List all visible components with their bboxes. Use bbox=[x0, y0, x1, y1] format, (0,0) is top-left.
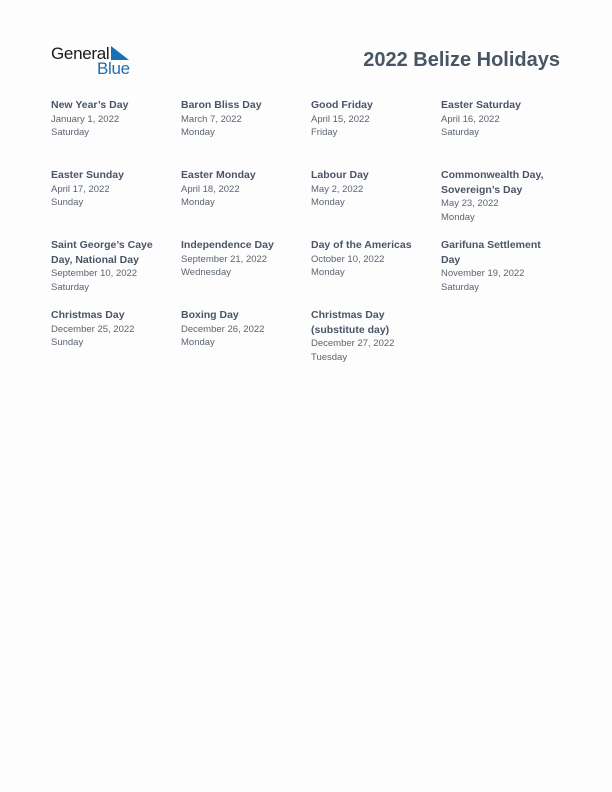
logo bbox=[51, 44, 141, 78]
holiday-name: Good Friday bbox=[311, 99, 373, 111]
holiday-date: September 10, 2022 bbox=[51, 268, 138, 279]
holiday-weekday: Monday bbox=[311, 197, 345, 208]
holiday-name: Christmas Day (substitute day) bbox=[311, 309, 390, 336]
holiday-entry bbox=[441, 168, 561, 224]
holiday-entry bbox=[51, 308, 171, 350]
holiday-name: Day of the Americas bbox=[311, 239, 412, 251]
holiday-weekday: Monday bbox=[311, 267, 345, 278]
holiday-weekday: Monday bbox=[181, 337, 215, 348]
holiday-date: May 23, 2022 bbox=[441, 198, 499, 209]
holiday-entry bbox=[311, 238, 431, 280]
holiday-name: New Year’s Day bbox=[51, 99, 129, 111]
holiday-weekday: Tuesday bbox=[311, 351, 348, 363]
holiday-date: December 25, 2022 bbox=[51, 323, 135, 335]
holiday-name: Saint George’s Caye Day, National Day bbox=[51, 239, 153, 266]
holiday-entry bbox=[181, 168, 301, 210]
holiday-name: Boxing Day bbox=[181, 309, 239, 321]
holiday-date: May 2, 2022 bbox=[311, 183, 364, 195]
holiday-entry bbox=[51, 98, 171, 140]
holiday-weekday: Saturday bbox=[441, 127, 480, 138]
holiday-entry bbox=[51, 238, 171, 294]
holiday-weekday: Saturday bbox=[441, 281, 480, 293]
holiday-weekday: Sunday bbox=[51, 197, 84, 208]
holiday-date: April 15, 2022 bbox=[311, 113, 370, 125]
holiday-entry bbox=[311, 168, 431, 210]
holiday-name: Easter Sunday bbox=[51, 169, 124, 181]
holiday-weekday: Sunday bbox=[51, 337, 84, 348]
holiday-entry bbox=[181, 98, 301, 140]
holiday-date: April 16, 2022 bbox=[441, 113, 500, 125]
holiday-date: January 1, 2022 bbox=[51, 113, 120, 125]
holiday-weekday: Monday bbox=[441, 211, 475, 223]
holiday-entry bbox=[441, 238, 561, 294]
holiday-name: Baron Bliss Day bbox=[181, 99, 262, 111]
holiday-date: April 17, 2022 bbox=[51, 183, 110, 195]
holiday-weekday: Monday bbox=[181, 197, 215, 208]
logo-triangle-icon bbox=[111, 46, 129, 60]
logo-word-general: General bbox=[51, 44, 110, 63]
holiday-name: Easter Saturday bbox=[441, 99, 521, 111]
holiday-entry bbox=[311, 308, 431, 364]
holiday-date: November 19, 2022 bbox=[441, 268, 525, 279]
holiday-weekday: Saturday bbox=[51, 281, 90, 293]
holiday-name: Independence Day bbox=[181, 239, 274, 251]
holiday-name: Garifuna Settlement Day bbox=[441, 239, 541, 266]
holiday-entry bbox=[181, 308, 301, 350]
holiday-entry bbox=[51, 168, 171, 210]
holiday-weekday: Monday bbox=[181, 127, 215, 138]
holiday-date: December 27, 2022 bbox=[311, 338, 395, 349]
holiday-entry bbox=[441, 98, 561, 140]
holiday-name: Labour Day bbox=[311, 169, 369, 181]
page-title: 2022 Belize Holidays bbox=[363, 49, 560, 71]
holiday-name: Easter Monday bbox=[181, 169, 256, 181]
holiday-date: September 21, 2022 bbox=[181, 253, 268, 265]
logo-word-blue: Blue bbox=[97, 59, 130, 78]
holiday-date: December 26, 2022 bbox=[181, 323, 265, 335]
holiday-weekday: Saturday bbox=[51, 127, 90, 138]
holiday-date: October 10, 2022 bbox=[311, 253, 385, 265]
holiday-weekday: Wednesday bbox=[181, 267, 231, 278]
holiday-weekday: Friday bbox=[311, 127, 338, 138]
holiday-date: March 7, 2022 bbox=[181, 113, 242, 125]
holiday-entry bbox=[311, 98, 431, 140]
holiday-date: April 18, 2022 bbox=[181, 183, 240, 195]
holiday-name: Christmas Day bbox=[51, 309, 125, 321]
holiday-name: Commonwealth Day, Sovereign’s Day bbox=[441, 169, 544, 196]
holiday-entry bbox=[181, 238, 301, 280]
